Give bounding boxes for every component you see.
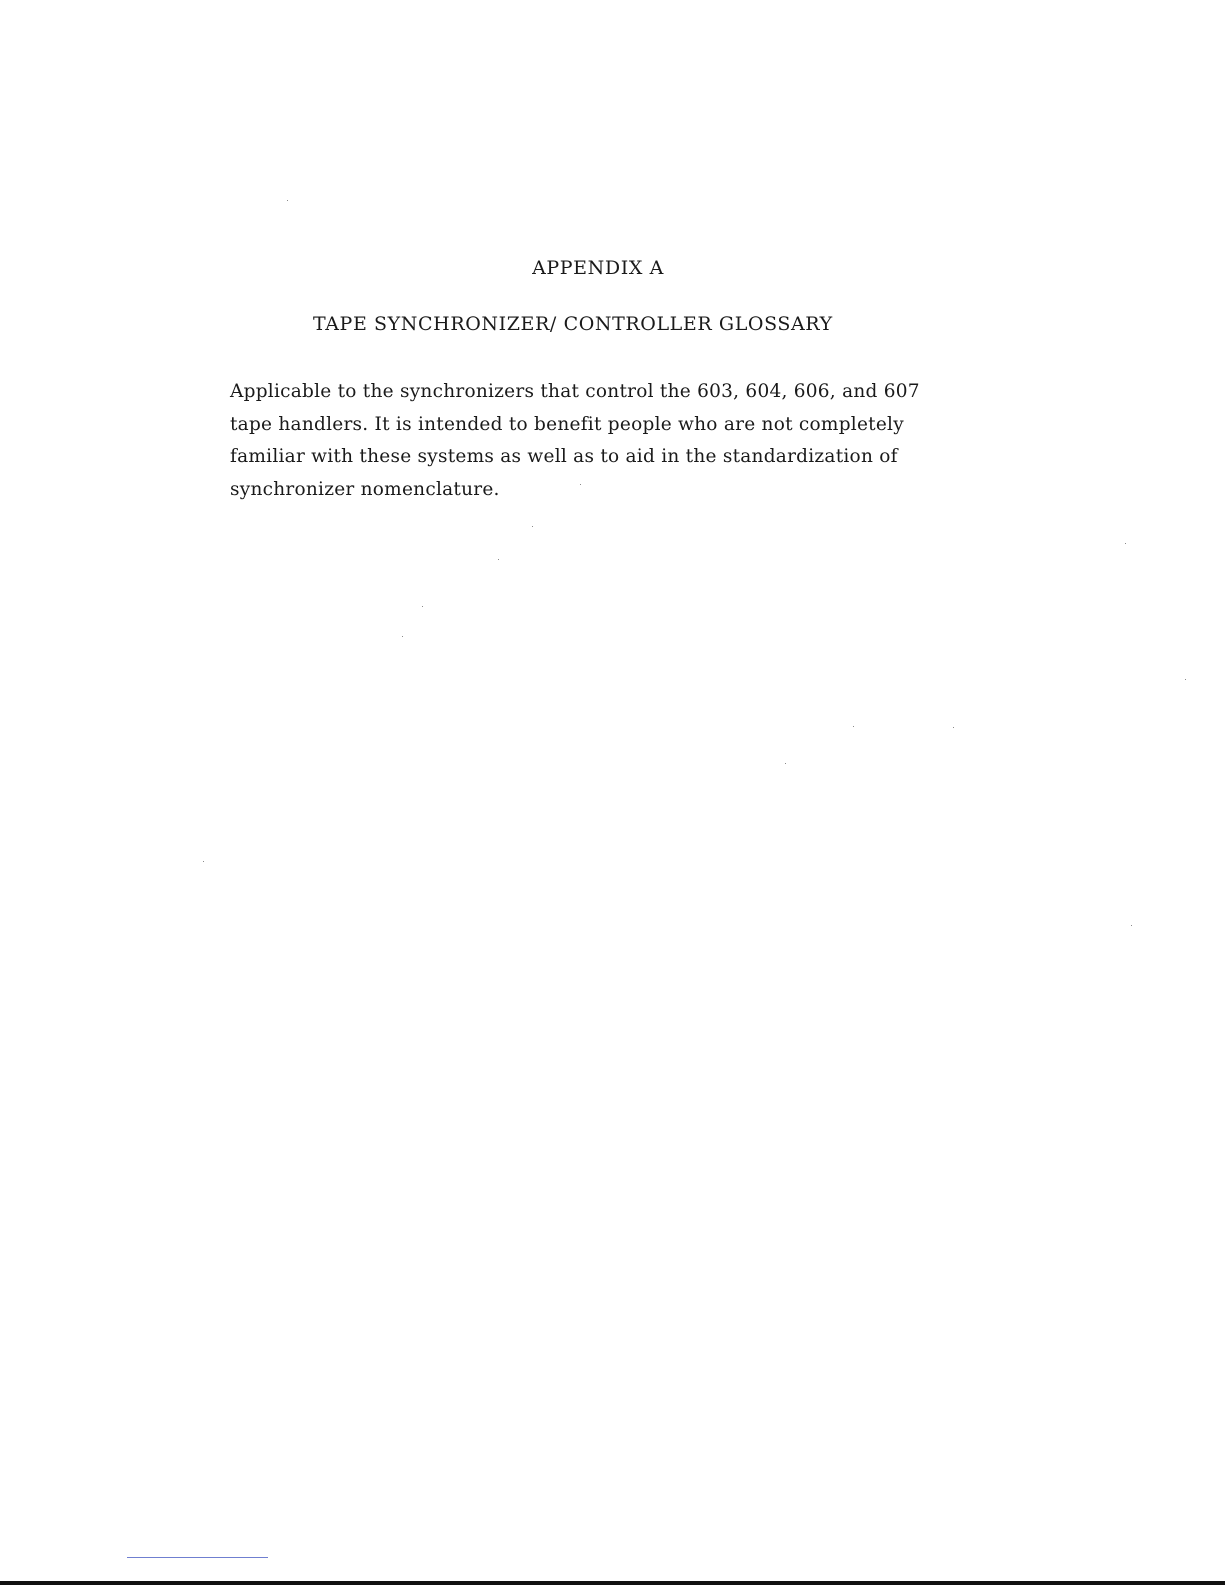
scan-speck — [580, 484, 581, 485]
scan-speck — [953, 727, 954, 728]
intro-line: tape handlers. It is intended to benefit people who are not completely — [230, 413, 904, 435]
glossary-title: TAPE SYNCHRONIZER/ CONTROLLER GLOSSARY — [313, 313, 833, 335]
appendix-title: APPENDIX A — [532, 257, 664, 279]
intro-line: Applicable to the synchronizers that control the 603, 604, 606, and 607 — [230, 381, 920, 402]
scan-speck — [1185, 679, 1186, 680]
page-bottom-edge — [0, 1581, 1225, 1585]
scan-speck — [402, 636, 403, 637]
scan-speck — [1131, 925, 1132, 926]
scan-speck — [853, 726, 854, 727]
scan-speck — [422, 606, 423, 607]
scan-speck — [498, 559, 499, 560]
scan-speck — [203, 861, 204, 862]
scan-speck — [532, 526, 533, 527]
intro-line: synchronizer nomenclature. — [230, 478, 500, 500]
intro-paragraph — [230, 376, 1010, 506]
scan-speck — [785, 763, 786, 764]
scan-speck — [1125, 543, 1126, 544]
footer-rule — [127, 1557, 268, 1558]
scan-speck — [287, 200, 288, 201]
intro-line: familiar with these systems as well as to aid in the standardization of — [230, 446, 898, 467]
